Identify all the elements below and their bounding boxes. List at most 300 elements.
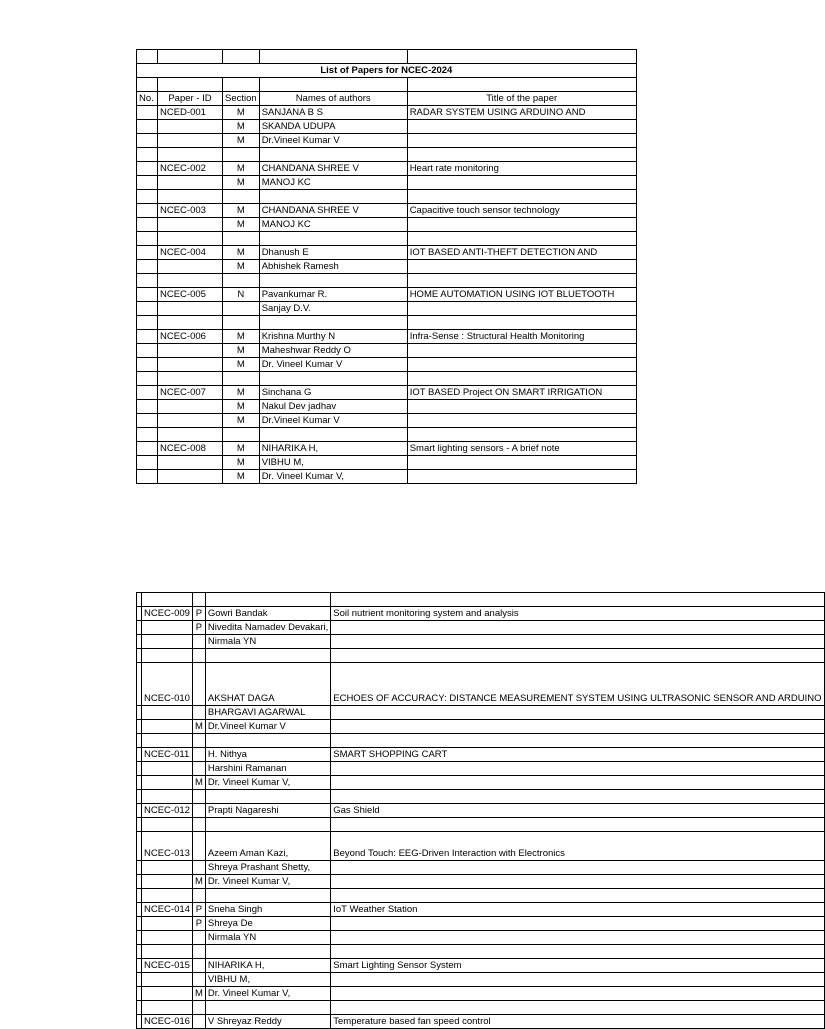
author-cell: AKSHAT DAGA — [205, 663, 330, 706]
header-row — [137, 92, 637, 106]
blank-row — [137, 78, 637, 92]
row-number-cell — [137, 400, 158, 414]
paper-id-cell — [158, 344, 223, 358]
author-cell: V Shreyaz Reddy — [205, 1015, 330, 1029]
table-row — [137, 414, 637, 428]
author-cell: Sanjay D.V. — [259, 302, 407, 316]
row-number-cell — [137, 330, 158, 344]
paper-title-cell: Smart lighting sensors - A brief note — [407, 442, 636, 456]
author-cell — [259, 232, 407, 246]
table-row — [137, 358, 637, 372]
table-row — [137, 987, 825, 1001]
author-cell — [259, 316, 407, 330]
author-cell: Gowri Bandak — [205, 607, 330, 621]
paper-id-cell: NCEC-016 — [142, 1015, 193, 1029]
paper-title-cell — [407, 120, 636, 134]
table-row — [137, 344, 637, 358]
author-cell: VIBHU M, — [259, 456, 407, 470]
table-row — [137, 302, 637, 316]
paper-id-cell — [142, 945, 193, 959]
section-cell — [223, 232, 260, 246]
paper-title-cell — [407, 176, 636, 190]
table-row — [137, 790, 825, 804]
author-cell: Harshini Ramanan — [205, 762, 330, 776]
author-cell — [259, 274, 407, 288]
author-cell: Nakul Dev jadhav — [259, 400, 407, 414]
author-cell: Maheshwar Reddy O — [259, 344, 407, 358]
table-row — [137, 875, 825, 889]
paper-id-cell — [158, 372, 223, 386]
paper-id-cell: NCEC-002 — [158, 162, 223, 176]
table-row — [137, 428, 637, 442]
row-number-cell — [137, 316, 158, 330]
row-number-cell — [137, 120, 158, 134]
section-cell: M — [223, 134, 260, 148]
paper-title-cell — [407, 456, 636, 470]
paper-title-cell — [331, 1001, 824, 1015]
row-number-cell — [137, 246, 158, 260]
section-cell — [223, 302, 260, 316]
paper-title-cell: Soil nutrient monitoring system and analysis — [331, 607, 824, 621]
paper-id-cell — [142, 776, 193, 790]
paper-title-cell: SMART SHOPPING CART — [331, 748, 824, 762]
paper-title-cell — [331, 917, 824, 931]
paper-id-cell — [142, 1001, 193, 1015]
paper-id-cell — [142, 987, 193, 1001]
section-cell: M — [223, 344, 260, 358]
row-number-cell — [137, 106, 158, 120]
section-cell: M — [223, 162, 260, 176]
table-row — [137, 804, 825, 818]
section-cell — [223, 148, 260, 162]
table-row — [137, 106, 637, 120]
section-cell — [192, 706, 205, 720]
section-cell — [192, 790, 205, 804]
row-number-cell — [137, 414, 158, 428]
author-cell: CHANDANA SHREE V — [259, 162, 407, 176]
section-cell — [192, 945, 205, 959]
paper-title-cell — [331, 861, 824, 875]
paper-title-cell — [331, 635, 824, 649]
row-number-cell — [137, 260, 158, 274]
author-cell: Nirmala YN — [205, 635, 330, 649]
table-row — [137, 442, 637, 456]
section-cell — [223, 372, 260, 386]
author-cell: Nirmala YN — [205, 931, 330, 945]
paper-id-cell — [142, 635, 193, 649]
paper-id-cell — [158, 190, 223, 204]
paper-title-cell — [407, 274, 636, 288]
paper-id-cell — [158, 134, 223, 148]
table-row — [137, 246, 637, 260]
author-cell: MANOJ KC — [259, 176, 407, 190]
paper-title-cell — [407, 428, 636, 442]
paper-id-cell — [158, 232, 223, 246]
paper-title-cell — [407, 372, 636, 386]
section-cell: N — [223, 288, 260, 302]
paper-id-cell — [158, 218, 223, 232]
table-row — [137, 260, 637, 274]
author-cell: CHANDANA SHREE V — [259, 204, 407, 218]
paper-title-cell — [331, 875, 824, 889]
papers-table-page-1 — [136, 49, 637, 484]
row-number-cell — [137, 204, 158, 218]
header-paper-id: Paper - ID — [158, 92, 223, 106]
paper-id-cell — [142, 621, 193, 635]
row-number-cell — [137, 232, 158, 246]
paper-id-cell: NCED-001 — [158, 106, 223, 120]
author-cell: Dr.Vineel Kumar V — [205, 720, 330, 734]
table-row — [137, 1001, 825, 1015]
paper-title-cell — [331, 889, 824, 903]
table-row — [137, 832, 825, 861]
author-cell — [205, 818, 330, 832]
paper-title-cell: IOT BASED Project ON SMART IRRIGATION — [407, 386, 636, 400]
table-row — [137, 663, 825, 706]
section-cell: P — [192, 621, 205, 635]
section-cell — [192, 861, 205, 875]
paper-id-cell: NCEC-012 — [142, 804, 193, 818]
paper-id-cell — [158, 274, 223, 288]
row-number-cell — [137, 456, 158, 470]
section-cell: M — [223, 176, 260, 190]
blank-row — [137, 593, 825, 607]
header-no: No. — [137, 92, 158, 106]
paper-title-cell: Gas Shield — [331, 804, 824, 818]
section-cell — [192, 762, 205, 776]
paper-id-cell: NCEC-009 — [142, 607, 193, 621]
section-cell: M — [192, 875, 205, 889]
row-number-cell — [137, 428, 158, 442]
author-cell: SKANDA UDUPA — [259, 120, 407, 134]
section-cell — [223, 316, 260, 330]
author-cell: Prapti Nagareshi — [205, 804, 330, 818]
table-row — [137, 1015, 825, 1029]
table-row — [137, 889, 825, 903]
author-cell: Shreya De — [205, 917, 330, 931]
table-row — [137, 621, 825, 635]
paper-title-cell — [331, 776, 824, 790]
paper-title-cell — [407, 260, 636, 274]
section-cell — [192, 889, 205, 903]
section-cell — [192, 663, 205, 706]
section-cell: M — [223, 330, 260, 344]
section-cell — [192, 931, 205, 945]
paper-title-cell: HOME AUTOMATION USING IOT BLUETOOTH — [407, 288, 636, 302]
row-number-cell — [137, 470, 158, 484]
paper-title-cell: RADAR SYSTEM USING ARDUINO AND — [407, 106, 636, 120]
section-cell — [192, 832, 205, 861]
section-cell: M — [223, 442, 260, 456]
header-title: Title of the paper — [407, 92, 636, 106]
section-cell — [223, 274, 260, 288]
table-row — [137, 120, 637, 134]
author-cell — [259, 428, 407, 442]
paper-id-cell: NCEC-004 — [158, 246, 223, 260]
paper-title-cell — [331, 720, 824, 734]
paper-title-cell: IOT BASED ANTI-THEFT DETECTION AND — [407, 246, 636, 260]
header-authors: Names of authors — [259, 92, 407, 106]
author-cell: Dhanush E — [259, 246, 407, 260]
table-row — [137, 190, 637, 204]
table-row — [137, 734, 825, 748]
section-cell: M — [223, 218, 260, 232]
author-cell — [205, 734, 330, 748]
table-row — [137, 316, 637, 330]
table-row — [137, 148, 637, 162]
section-cell — [192, 1001, 205, 1015]
paper-title-cell: Temperature based fan speed control — [331, 1015, 824, 1029]
table-row — [137, 232, 637, 246]
paper-id-cell — [142, 720, 193, 734]
author-cell: Azeem Aman Kazi, — [205, 832, 330, 861]
paper-title-cell: ECHOES OF ACCURACY: DISTANCE MEASUREMENT SYSTEM USING ULTRASONIC SENSOR AND ARDUINO — [331, 663, 824, 706]
section-cell: M — [223, 386, 260, 400]
section-cell: M — [192, 776, 205, 790]
paper-id-cell: NCEC-011 — [142, 748, 193, 762]
paper-title-cell — [331, 734, 824, 748]
paper-title-cell — [331, 973, 824, 987]
table-row — [137, 470, 637, 484]
paper-title-cell — [407, 218, 636, 232]
paper-title-cell — [407, 358, 636, 372]
row-number-cell — [137, 358, 158, 372]
paper-title-cell — [331, 706, 824, 720]
paper-title-cell — [407, 190, 636, 204]
table-row — [137, 973, 825, 987]
section-cell: M — [223, 204, 260, 218]
paper-id-cell — [158, 456, 223, 470]
author-cell: NIHARIKA H, — [205, 959, 330, 973]
table-row — [137, 607, 825, 621]
author-cell — [205, 1001, 330, 1015]
paper-id-cell — [158, 428, 223, 442]
paper-title-cell — [331, 945, 824, 959]
paper-title-cell: Capacitive touch sensor technology — [407, 204, 636, 218]
paper-id-cell — [158, 176, 223, 190]
author-cell: MANOJ KC — [259, 218, 407, 232]
table-row — [137, 945, 825, 959]
section-cell: M — [223, 400, 260, 414]
paper-id-cell: NCEC-003 — [158, 204, 223, 218]
paper-id-cell — [142, 931, 193, 945]
author-cell: NIHARIKA H, — [259, 442, 407, 456]
section-cell — [192, 959, 205, 973]
paper-title-cell: IoT Weather Station — [331, 903, 824, 917]
paper-id-cell — [142, 875, 193, 889]
paper-title-cell — [331, 762, 824, 776]
paper-id-cell — [158, 316, 223, 330]
section-cell — [192, 1015, 205, 1029]
paper-id-cell — [158, 148, 223, 162]
row-number-cell — [137, 274, 158, 288]
author-cell: Dr.Vineel Kumar V — [259, 134, 407, 148]
row-number-cell — [137, 302, 158, 316]
section-cell: M — [223, 106, 260, 120]
paper-id-cell — [142, 649, 193, 663]
table-row — [137, 776, 825, 790]
table-row — [137, 134, 637, 148]
section-cell: M — [223, 470, 260, 484]
table-row — [137, 386, 637, 400]
paper-id-cell — [158, 358, 223, 372]
table-row — [137, 162, 637, 176]
table-row — [137, 720, 825, 734]
table-row — [137, 931, 825, 945]
paper-id-cell: NCEC-005 — [158, 288, 223, 302]
author-cell: Nivedita Namadev Devakari, — [205, 621, 330, 635]
author-cell: Abhishek Ramesh — [259, 260, 407, 274]
row-number-cell — [137, 372, 158, 386]
paper-title-cell — [407, 470, 636, 484]
paper-title-cell — [407, 134, 636, 148]
table-row — [137, 818, 825, 832]
table-row — [137, 218, 637, 232]
section-cell — [192, 734, 205, 748]
section-cell: M — [192, 987, 205, 1001]
author-cell — [205, 945, 330, 959]
author-cell: Dr. Vineel Kumar V — [259, 358, 407, 372]
paper-id-cell — [142, 734, 193, 748]
sheet-title: List of Papers for NCEC-2024 — [137, 64, 637, 78]
table-row — [137, 176, 637, 190]
section-cell — [223, 190, 260, 204]
paper-id-cell: NCEC-008 — [158, 442, 223, 456]
row-number-cell — [137, 344, 158, 358]
author-cell: Sneha Singh — [205, 903, 330, 917]
paper-id-cell — [158, 120, 223, 134]
table-row — [137, 456, 637, 470]
author-cell: Dr.Vineel Kumar V — [259, 414, 407, 428]
table-row — [137, 330, 637, 344]
row-number-cell — [137, 288, 158, 302]
author-cell — [259, 372, 407, 386]
section-cell — [192, 748, 205, 762]
row-number-cell — [137, 148, 158, 162]
title-row — [137, 64, 637, 78]
table-row — [137, 288, 637, 302]
row-number-cell — [137, 386, 158, 400]
paper-title-cell: Beyond Touch: EEG-Driven Interaction with Electronics — [331, 832, 824, 861]
row-number-cell — [137, 176, 158, 190]
paper-id-cell: NCEC-006 — [158, 330, 223, 344]
table-row — [137, 917, 825, 931]
section-cell: M — [223, 246, 260, 260]
paper-id-cell — [142, 917, 193, 931]
author-cell: Dr. Vineel Kumar V, — [205, 875, 330, 889]
paper-id-cell: NCEC-015 — [142, 959, 193, 973]
author-cell — [259, 190, 407, 204]
author-cell: H. Nithya — [205, 748, 330, 762]
paper-id-cell: NCEC-010 — [142, 663, 193, 706]
blank-row — [137, 50, 637, 64]
header-section: Section — [223, 92, 260, 106]
author-cell — [205, 790, 330, 804]
row-number-cell — [137, 162, 158, 176]
author-cell: VIBHU M, — [205, 973, 330, 987]
table-row — [137, 274, 637, 288]
section-cell — [192, 635, 205, 649]
paper-id-cell — [142, 889, 193, 903]
section-cell — [192, 804, 205, 818]
paper-title-cell — [331, 818, 824, 832]
author-cell: SANJANA B S — [259, 106, 407, 120]
author-cell — [259, 148, 407, 162]
paper-id-cell — [158, 302, 223, 316]
paper-title-cell — [407, 344, 636, 358]
paper-title-cell: Infra-Sense : Structural Health Monitoring — [407, 330, 636, 344]
paper-title-cell: Heart rate monitoring — [407, 162, 636, 176]
paper-id-cell — [158, 470, 223, 484]
paper-title-cell — [331, 790, 824, 804]
paper-id-cell — [158, 260, 223, 274]
row-number-cell — [137, 442, 158, 456]
paper-title-cell — [407, 400, 636, 414]
section-cell: M — [192, 720, 205, 734]
paper-id-cell — [142, 861, 193, 875]
section-cell: P — [192, 917, 205, 931]
paper-title-cell: Smart Lighting Sensor System — [331, 959, 824, 973]
author-cell: Shreya Prashant Shetty, — [205, 861, 330, 875]
author-cell: Dr. Vineel Kumar V, — [259, 470, 407, 484]
paper-title-cell — [407, 414, 636, 428]
table-row — [137, 649, 825, 663]
table-row — [137, 762, 825, 776]
table-row — [137, 959, 825, 973]
section-cell: M — [223, 414, 260, 428]
paper-id-cell — [142, 762, 193, 776]
table-row — [137, 372, 637, 386]
papers-table-page-2 — [136, 592, 825, 1029]
section-cell: M — [223, 260, 260, 274]
paper-title-cell — [407, 302, 636, 316]
paper-title-cell — [331, 931, 824, 945]
author-cell: Pavankumar R. — [259, 288, 407, 302]
paper-title-cell — [407, 148, 636, 162]
table-row — [137, 903, 825, 917]
paper-id-cell — [142, 706, 193, 720]
author-cell: Krishna Murthy N — [259, 330, 407, 344]
paper-title-cell — [331, 621, 824, 635]
paper-title-cell — [331, 649, 824, 663]
paper-id-cell: NCEC-013 — [142, 832, 193, 861]
paper-title-cell — [407, 316, 636, 330]
paper-title-cell — [331, 987, 824, 1001]
row-number-cell — [137, 134, 158, 148]
paper-title-cell — [407, 232, 636, 246]
section-cell: M — [223, 358, 260, 372]
paper-id-cell — [142, 790, 193, 804]
author-cell: Dr. Vineel Kumar V, — [205, 776, 330, 790]
section-cell: P — [192, 607, 205, 621]
author-cell: Dr. Vineel Kumar V, — [205, 987, 330, 1001]
section-cell — [192, 973, 205, 987]
section-cell — [192, 818, 205, 832]
section-cell: P — [192, 903, 205, 917]
table-row — [137, 204, 637, 218]
paper-id-cell — [142, 818, 193, 832]
paper-id-cell: NCEC-007 — [158, 386, 223, 400]
section-cell: M — [223, 120, 260, 134]
table-row — [137, 400, 637, 414]
author-cell — [205, 649, 330, 663]
table-row — [137, 861, 825, 875]
table-row — [137, 706, 825, 720]
paper-id-cell: NCEC-014 — [142, 903, 193, 917]
author-cell — [205, 889, 330, 903]
author-cell: Sinchana G — [259, 386, 407, 400]
section-cell: M — [223, 456, 260, 470]
